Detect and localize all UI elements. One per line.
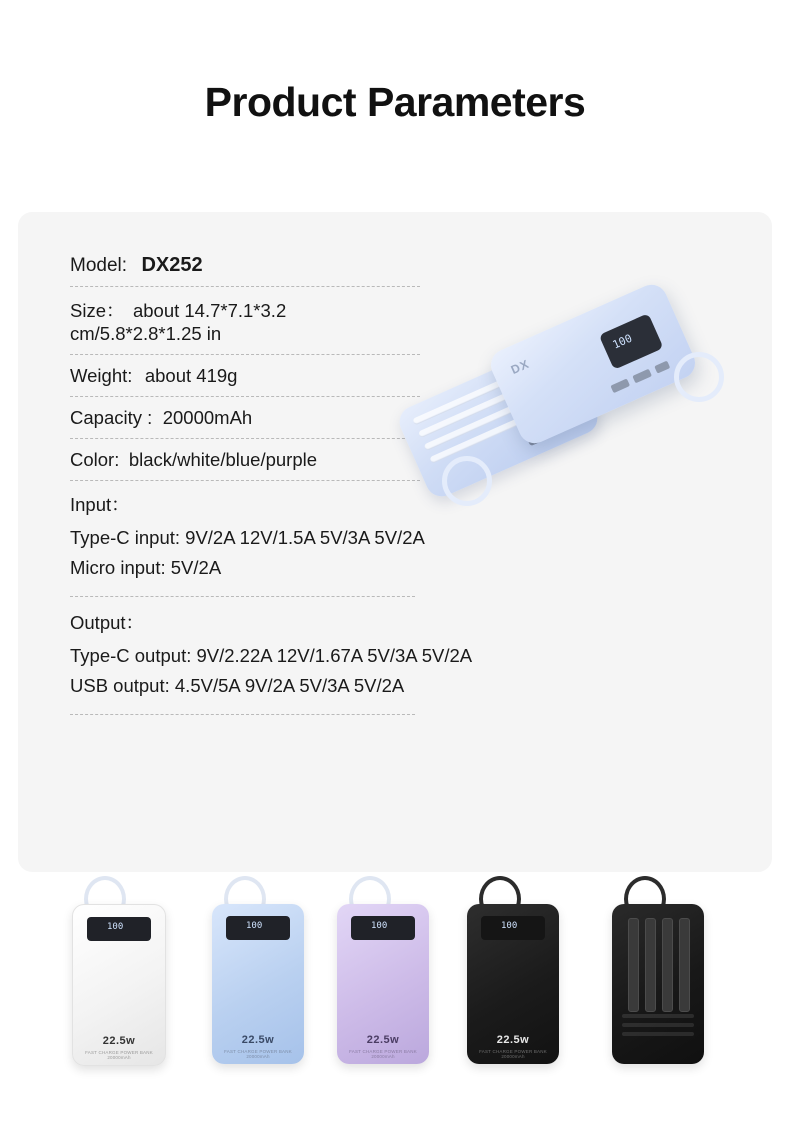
variant-display-value: 100: [246, 921, 263, 931]
spec-label-input: Input：: [70, 494, 130, 515]
spec-card: [18, 212, 772, 872]
spec-label-model: Model:: [70, 255, 128, 276]
variant-footnote: FAST CHARGE POWER BANK 20000mAh: [224, 1049, 292, 1059]
variant-wattage: 22.5w: [102, 1035, 136, 1047]
spec-value-input-typec: Type-C input: 9V/2A 12V/1.5A 5V/3A 5V/2A: [70, 527, 425, 548]
variant-footnote: FAST CHARGE POWER BANK 20000mAh: [349, 1049, 417, 1059]
spec-value-color: black/white/blue/purple: [128, 449, 318, 470]
variant-footnote: FAST CHARGE POWER BANK 20000mAh: [85, 1050, 153, 1060]
variant-display: [226, 916, 290, 940]
variant-body: [467, 904, 559, 1064]
variant-body: [212, 904, 304, 1064]
wrist-strap-loop-icon: [674, 352, 724, 402]
variant-wattage: 22.5w: [496, 1034, 530, 1046]
led-display: [599, 313, 664, 370]
variant-wattage: 22.5w: [241, 1034, 275, 1046]
body-stripes: [622, 1014, 694, 1036]
spec-row-color: [70, 449, 420, 481]
spec-value-input-micro: Micro input: 5V/2A: [70, 556, 222, 578]
variant-blue: [200, 876, 322, 1086]
spec-row-capacity: [70, 407, 420, 439]
variant-footnote: FAST CHARGE POWER BANK 20000mAh: [479, 1049, 547, 1059]
divider-input-output: [70, 596, 415, 597]
spec-value-size: about 14.7*7.1*3.2 cm/5.8*2.8*1.25 in: [70, 300, 287, 344]
divider-bottom: [70, 714, 415, 715]
spec-value-capacity: 20000mAh: [162, 407, 253, 428]
wrist-strap-loop-icon: [442, 456, 492, 506]
spec-list: [70, 254, 473, 727]
spec-label-size: Size：: [70, 300, 125, 321]
spec-value-output-usb: USB output: 4.5V/5A 9V/2A 5V/3A 5V/2A: [70, 674, 405, 696]
variant-body: [337, 904, 429, 1064]
variant-purple: [325, 876, 447, 1086]
built-in-cables: [626, 918, 690, 1014]
variant-display: [87, 917, 151, 941]
variant-body: [72, 904, 166, 1066]
spec-row-weight: [70, 365, 420, 397]
page-title: Product Parameters: [204, 79, 586, 125]
variant-black: [455, 876, 577, 1086]
spec-value-model: DX252: [141, 254, 203, 276]
hero-product-image: [406, 294, 756, 534]
variant-white: [60, 876, 182, 1086]
spec-row-output: [70, 609, 473, 704]
variant-display: [481, 916, 545, 940]
variant-display-value: 100: [371, 921, 388, 931]
variant-display-value: 100: [107, 922, 124, 932]
spec-label-weight: Weight:: [70, 365, 133, 386]
spec-label-color: Color:: [70, 449, 120, 470]
led-display-value: 100: [610, 331, 635, 352]
spec-row-model: [70, 254, 420, 287]
variant-display: [351, 916, 415, 940]
spec-value-output-typec: Type-C output: 9V/2.22A 12V/1.67A 5V/3A 5V/2A: [70, 645, 473, 667]
spec-row-input: [70, 491, 425, 586]
variant-display-value: 100: [501, 921, 518, 931]
color-variants-row: [0, 876, 790, 1096]
variant-wattage: 22.5w: [366, 1034, 400, 1046]
variant-body: [612, 904, 704, 1064]
variant-black-with-cables: [600, 876, 722, 1086]
spec-label-output: Output：: [70, 612, 145, 634]
spec-label-capacity: Capacity :: [70, 407, 153, 428]
spec-value-weight: about 419g: [144, 365, 238, 386]
brand-logo: DX: [508, 356, 532, 378]
spec-row-size: [70, 297, 420, 355]
